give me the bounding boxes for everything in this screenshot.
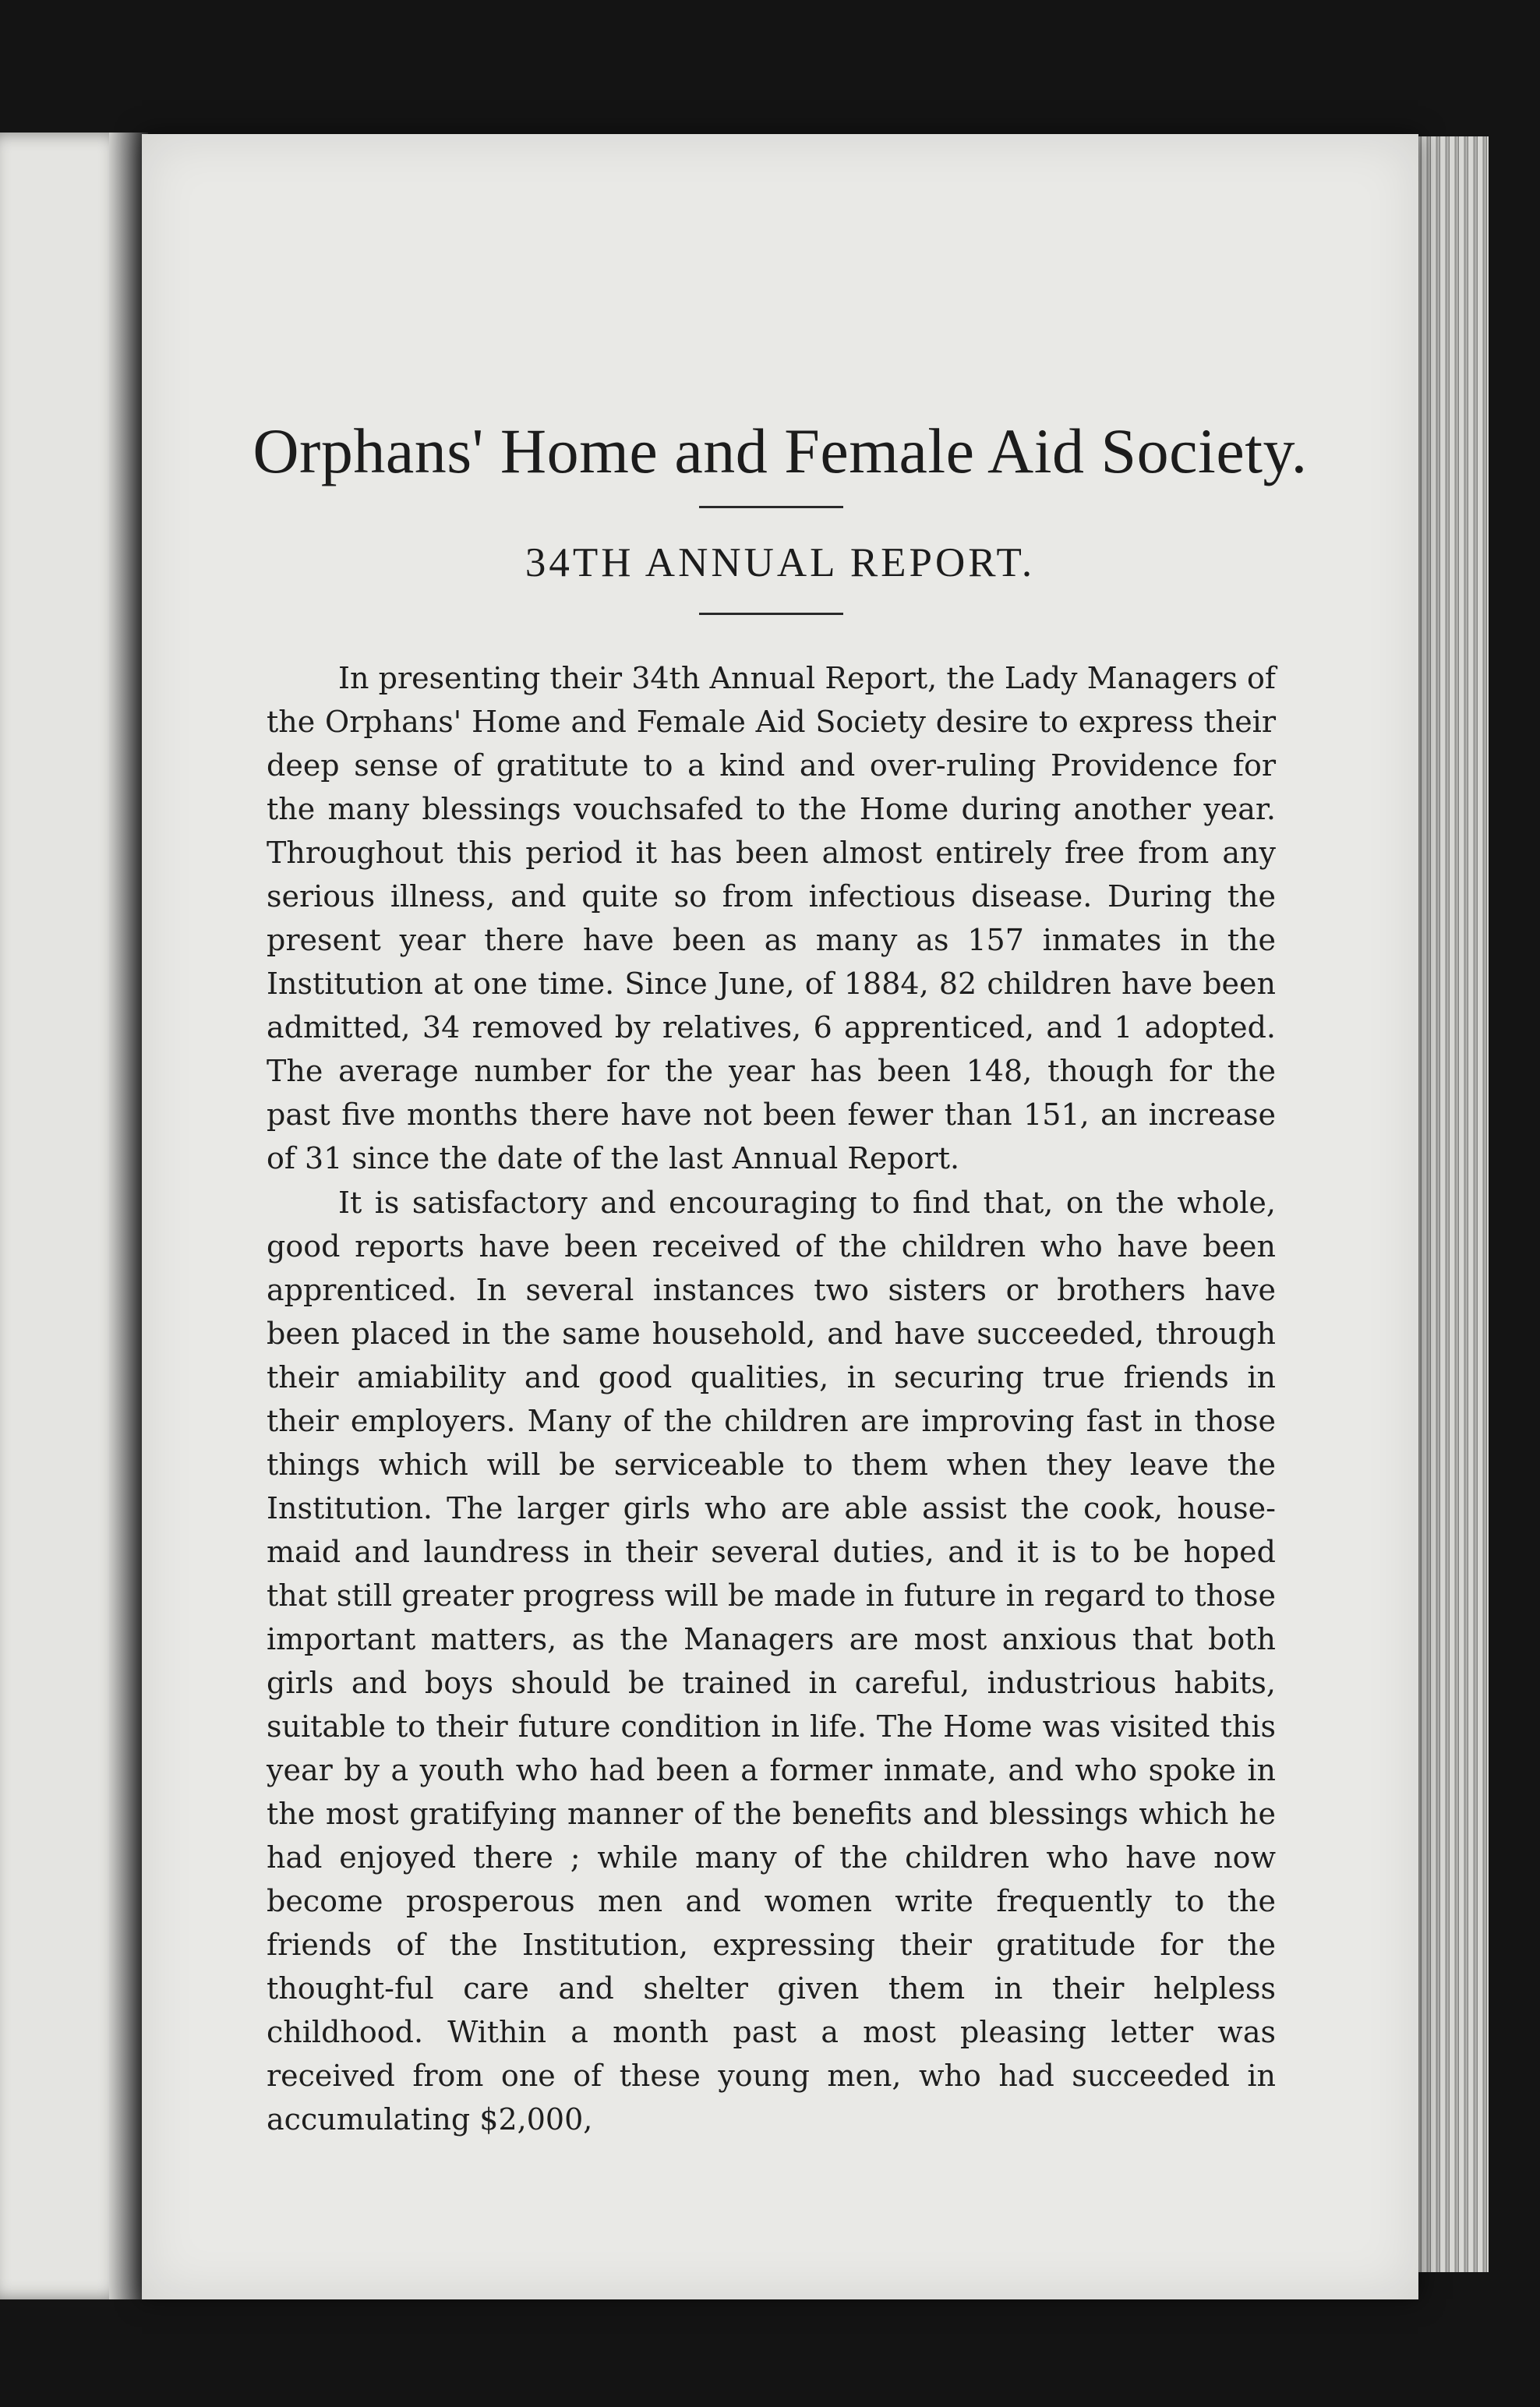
paragraph-2: It is satisfactory and encouraging to find that, on the whole, good reports have been received of the children who have been apprenticed. In several instances two sisters or brothers have been placed in the same household, and have succeeded, through their amiability and good qualities, in securing true friends in their employers. Many of the children are improving fast in those things which will be serviceable to them when they leave the Institution. The larger girls who are able assist the cook, house-maid and laundress in their several duties, and it is to be hoped that still greater progress will be made in future in regard to those important matters, as the Managers are most anxious that both girls and boys should be trained in careful, industrious habits, suitable to their future condition in life. The Home was visited this year by a youth who had been a former inmate, and who spoke in the most gratifying manner of the benefits and blessings which he had enjoyed there ; while many of the children who have now become prosperous men and women write frequently to the friends of the Institution, expressing their gratitude for the thought-ful care and shelter given them in their helpless childhood. Within a month past a most pleasing letter was received from one of these young men, who had succeeded in accumulating $2,000, xyxy=(267,1186,1276,2137)
paragraph-1: In presenting their 34th Annual Report, the Lady Managers of the Orphans' Home and Female Aid Society desire to express their deep sense of gratitute to a kind and over-ruling Providence for the many blessings vouchsafed to the Home during another year. Throughout this period it has been almost entirely free from any serious illness, and quite so from infectious disease. During the present year there have been as many as 157 inmates in the Institution at one time. Since June, of 1884, 82 children have been admitted, 34 removed by relatives, 6 apprenticed, and 1 adopted. The average number for the year has been 148, though for the past five months there have not been fewer than 151, an increase of 31 since the date of the last Annual Report. xyxy=(267,661,1276,1175)
subtitle-divider xyxy=(699,613,843,615)
adjacent-left-page xyxy=(0,133,125,2299)
report-body xyxy=(267,656,1276,2142)
report-subtitle: 34TH ANNUAL REPORT. xyxy=(525,540,1036,585)
title-divider xyxy=(699,506,843,508)
page-title: Orphans' Home and Female Aid Society. xyxy=(253,415,1308,486)
book-page xyxy=(142,134,1418,2299)
